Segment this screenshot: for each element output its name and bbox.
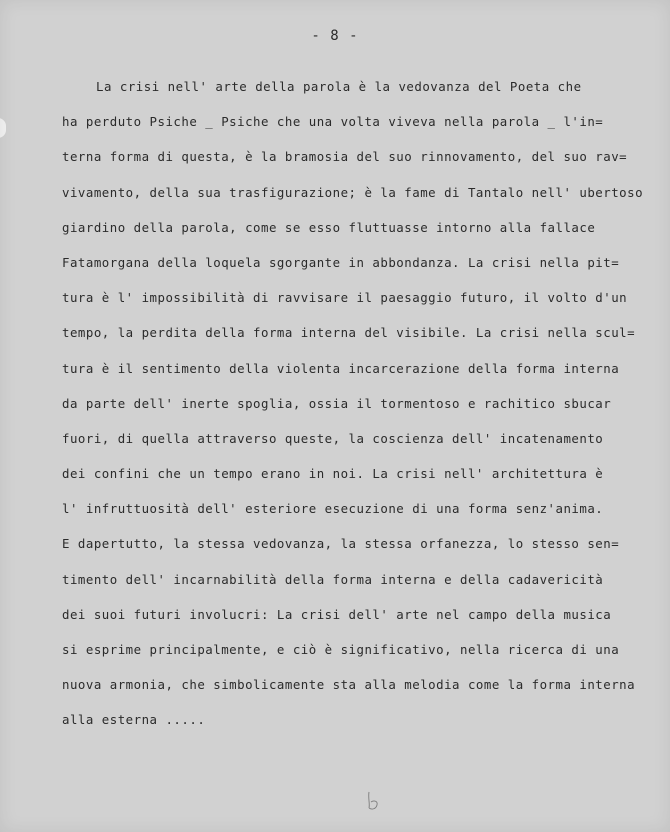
- pencil-mark: [366, 790, 380, 812]
- text-line: giardino della parola, come se esso fluttuasse intorno alla fallace: [62, 219, 596, 235]
- text-line: tempo, la perdita della forma interna del visibile. La crisi nella scul=: [62, 325, 636, 341]
- text-line: ha perduto Psiche _ Psiche che una volta viveva nella parola _ l'in=: [62, 114, 604, 130]
- text-line: tura è il sentimento della violenta incarcerazione della forma interna: [62, 360, 620, 376]
- text-line: tura è l' impossibilità di ravvisare il paesaggio futuro, il volto d'un: [62, 290, 628, 306]
- punch-hole: [0, 118, 6, 138]
- text-line: timento dell' incarnabilità della forma interna e della cadavericità: [62, 571, 604, 587]
- text-line: dei confini che un tempo erano in noi. La crisi nell' architettura è: [62, 466, 604, 482]
- page-number: - 8 -: [311, 28, 359, 44]
- text-line: l' infruttuosità dell' esteriore esecuzione di una forma senz'anima.: [62, 501, 604, 517]
- text-line: nuova armonia, che simbolicamente sta alla melodia come la forma interna: [62, 677, 636, 693]
- text-line: Fatamorgana della loquela sgorgante in abbondanza. La crisi nella pit=: [62, 254, 620, 270]
- text-line: da parte dell' inerte spoglia, ossia il tormentoso e rachitico sbucar: [62, 395, 612, 411]
- text-line: terna forma di questa, è la bramosia del suo rinnovamento, del suo rav=: [62, 149, 628, 165]
- text-line: E dapertutto, la stessa vedovanza, la stessa orfanezza, lo stesso sen=: [62, 536, 620, 552]
- text-line: si esprime principalmente, e ciò è significativo, nella ricerca di una: [62, 642, 620, 657]
- text-line: alla esterna .....: [62, 712, 206, 728]
- text-line: dei suoi futuri involucri: La crisi dell' arte nel campo della musica: [62, 606, 612, 622]
- text-line: fuori, di quella attraverso queste, la coscienza dell' incatenamento: [62, 430, 604, 446]
- body-text: [62, 76, 644, 745]
- text-line: La crisi nell' arte della parola è la vedovanza del Poeta che: [96, 79, 582, 94]
- text-line: vivamento, della sua trasfigurazione; è la fame di Tantalo nell' ubertoso: [62, 184, 644, 200]
